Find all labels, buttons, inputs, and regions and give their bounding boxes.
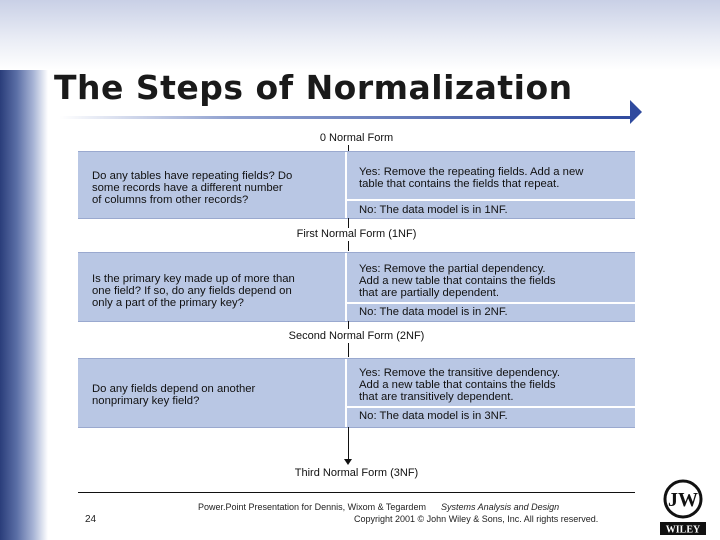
form-label-1nf: First Normal Form (1NF): [296, 228, 417, 240]
question-line: one field? If so, do any fields depend on: [92, 285, 292, 297]
step-yes-1: [359, 166, 629, 190]
title-arrow-icon: [630, 100, 642, 124]
yes-no-divider: [347, 199, 635, 201]
logo-monogram: JW: [668, 489, 698, 511]
step-yes-3: [359, 367, 629, 403]
band-divider: [345, 253, 347, 321]
step-band-1: [78, 151, 635, 219]
yes-no-divider: [347, 302, 635, 304]
yes-line: Yes: Remove the transitive dependency.: [359, 367, 560, 379]
footer-book-title: Systems Analysis and Design: [440, 502, 560, 512]
normalization-diagram: [78, 130, 635, 485]
question-line: Do any tables have repeating fields? Do: [92, 170, 293, 182]
yes-line: that are transitively dependent.: [359, 391, 514, 403]
footer-divider: [78, 492, 635, 493]
question-line: Do any fields depend on another: [92, 383, 256, 395]
question-line: only a part of the primary key?: [92, 297, 244, 309]
wiley-logo: [652, 475, 714, 537]
yes-line: Yes: Remove the repeating fields. Add a new: [359, 166, 584, 178]
yes-no-divider: [347, 406, 635, 408]
top-gradient-band: [0, 0, 720, 70]
step-band-2: [78, 252, 635, 322]
yes-line: Add a new table that contains the fields: [359, 275, 556, 287]
left-gradient-band: [0, 0, 48, 540]
step-no-3: No: The data model is in 3NF.: [359, 410, 508, 422]
title-underline: [60, 116, 635, 119]
footer-credit: [198, 502, 559, 512]
yes-line: table that contains the fields that repeat.: [359, 178, 560, 190]
slide-title: The Steps of Normalization: [54, 68, 573, 107]
connector-line: [348, 241, 349, 251]
footer-copyright: Copyright 2001 © John Wiley & Sons, Inc. All rights reserved.: [354, 514, 599, 524]
form-label-0nf: 0 Normal Form: [319, 132, 394, 144]
step-question-1: [92, 170, 332, 206]
form-label-2nf: Second Normal Form (2NF): [288, 330, 425, 342]
page-number: 24: [85, 514, 97, 525]
connector-line: [348, 427, 349, 461]
connector-line: [348, 343, 349, 357]
connector-line: [348, 321, 349, 329]
connector-line: [348, 218, 349, 228]
form-label-3nf: Third Normal Form (3NF): [294, 467, 419, 479]
yes-line: that are partially dependent.: [359, 287, 500, 299]
yes-line: Yes: Remove the partial dependency.: [359, 263, 546, 275]
logo-wordmark: WILEY: [665, 524, 701, 536]
down-arrow-icon: [344, 459, 352, 465]
band-divider: [345, 152, 347, 218]
step-band-3: [78, 358, 635, 428]
question-line: some records have a different number: [92, 182, 283, 194]
band-divider: [345, 359, 347, 427]
yes-line: Add a new table that contains the fields: [359, 379, 556, 391]
step-yes-2: [359, 263, 629, 299]
step-question-3: [92, 383, 332, 407]
step-no-1: No: The data model is in 1NF.: [359, 204, 508, 216]
question-line: nonprimary key field?: [92, 395, 200, 407]
step-question-2: [92, 273, 332, 309]
step-no-2: No: The data model is in 2NF.: [359, 306, 508, 318]
question-line: Is the primary key made up of more than: [92, 273, 295, 285]
question-line: of columns from other records?: [92, 194, 249, 206]
footer-presentation: Power.Point Presentation for Dennis, Wixom & Tegardem: [198, 502, 426, 512]
